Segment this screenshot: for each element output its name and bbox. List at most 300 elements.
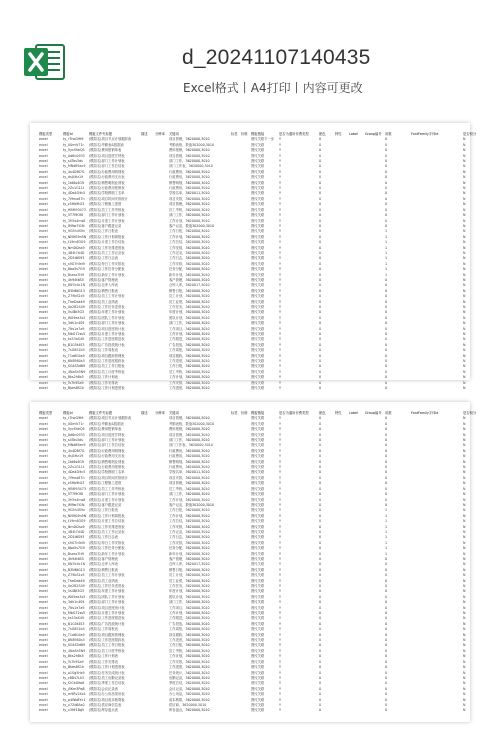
table-cell: ty_SG4S5d89: [63, 643, 86, 648]
table-cell: (模拟名)项目时间安排统计: [89, 196, 128, 201]
table-cell: N: [463, 421, 466, 426]
table-cell: Y: [279, 421, 282, 426]
table-cell: (模拟名)行政费用支出表: [89, 454, 125, 459]
table-cell: 0: [385, 191, 388, 196]
table-cell: ty_T1a8G4s9: [63, 353, 85, 358]
table-cell: ty_2Zs1G11t: [63, 465, 85, 470]
table-cell: N: [463, 627, 466, 632]
table-cell: 0: [319, 364, 322, 369]
table-cell: Y: [279, 665, 282, 670]
table-cell: excel: [39, 234, 48, 239]
table-cell: 0: [319, 283, 322, 288]
table-cell: N: [463, 546, 466, 551]
column-header: 用数: [385, 132, 392, 136]
table-cell: 供应商，3620000,3010: [169, 702, 207, 707]
table-cell: 项目管理，3620000,3010: [169, 137, 210, 142]
table-cell: (模拟名)工作安排进度表: [89, 524, 125, 529]
table-cell: Y: [279, 299, 282, 304]
table-cell: 图纹关联: [251, 169, 265, 174]
table-cell: N: [463, 513, 466, 518]
table-cell: 0: [385, 654, 388, 659]
table-cell: [365, 386, 385, 391]
table-cell: excel: [39, 137, 48, 142]
table-cell: 员工计划，3620000,3010: [169, 294, 210, 299]
table-cell: 0: [385, 164, 388, 169]
table-cell: 图纹关联: [251, 448, 265, 453]
table-cell: 0: [385, 142, 388, 147]
table-cell: Y: [279, 348, 282, 353]
table-cell: 0: [319, 573, 322, 578]
table-cell: N: [463, 310, 466, 315]
table-cell: 仓库入库，3620017,3010: [169, 283, 210, 288]
table-cell: 图纹关联: [251, 337, 265, 342]
table-cell: 1: [385, 524, 388, 529]
table-cell: excel: [39, 359, 48, 364]
table-cell: excel: [39, 191, 48, 196]
table-cell: 0: [385, 186, 388, 191]
table-cell: ty_B3N6tG13: [63, 567, 85, 572]
table-cell: excel: [39, 513, 48, 518]
table-cell: (模拟名)工作计划周报表: [89, 513, 125, 518]
table-cell: 0: [385, 159, 388, 164]
table-cell: (模拟名)费用报销单表: [89, 148, 122, 153]
table-cell: 团队计划，3620000,3010: [169, 315, 210, 320]
table-cell: 0: [385, 584, 388, 588]
table-cell: excel: [39, 326, 48, 331]
table-cell: (模拟名)工作计划进度表: [89, 386, 125, 391]
table-cell: ty_1td6s4G9: [63, 180, 84, 185]
table-cell: excel: [39, 432, 48, 437]
table-cell: Y: [279, 621, 282, 626]
table-cell: ty_8N7e4c1N: [63, 283, 86, 288]
table-cell: [241, 386, 251, 391]
table-cell: 0: [319, 348, 322, 353]
column-header: FontFamily字体id: [411, 132, 439, 136]
table-cell: excel: [39, 643, 48, 648]
table-cell: excel: [39, 670, 48, 675]
table-cell: N: [463, 675, 466, 680]
table-cell: N: [463, 213, 466, 218]
table-cell: N: [463, 589, 466, 594]
table-cell: 项目管理，3620000,3010: [169, 481, 210, 486]
table-cell: ty_x3Hf1Bg5: [63, 708, 85, 713]
table-cell: 0: [385, 567, 388, 572]
table-cell: N: [463, 605, 466, 610]
table-cell: ty_8ba5s7G9: [63, 267, 85, 272]
table-cell: excel: [39, 148, 48, 153]
table-cell: 图纹关联: [251, 692, 265, 697]
table-cell: 行政费用，3620000,3010: [169, 448, 210, 453]
table-cell: 图纹关联: [251, 299, 265, 304]
table-cell: 图纹关联: [251, 196, 265, 201]
table-cell: N: [463, 611, 466, 616]
table-cell: Y: [279, 218, 282, 223]
table-cell: excel: [39, 164, 48, 169]
table-cell: 0: [319, 692, 322, 697]
table-cell: 1: [385, 529, 388, 534]
table-cell: N: [463, 486, 466, 491]
table-cell: excel: [39, 380, 48, 385]
table-cell: 0: [385, 621, 388, 626]
table-cell: 0: [319, 600, 322, 605]
table-cell: excel: [39, 159, 48, 164]
table-cell: ty_8ks2h8s5: [63, 654, 84, 659]
table-cell: Y: [279, 369, 282, 374]
table-cell: (模拟名)工作任务进度表: [89, 305, 125, 309]
table-cell: excel: [39, 648, 48, 653]
table-cell: Y: [279, 137, 282, 142]
table-cell: ty_z5Hb9tG3: [63, 202, 85, 207]
table-cell: 0: [319, 584, 322, 588]
table-cell: Y: [279, 589, 282, 594]
table-cell: 0: [319, 427, 322, 432]
table-cell: 图纹关联: [251, 342, 265, 347]
table-cell: N: [463, 454, 466, 459]
table-cell: ty_5s4Bt3G3: [63, 310, 85, 315]
table-cell: 0: [319, 326, 322, 331]
table-cell: 0: [385, 659, 388, 664]
table-cell: 工作进度，3620000,3010: [169, 386, 210, 391]
table-cell: 0: [385, 589, 388, 594]
table-cell: excel: [39, 675, 48, 680]
table-cell: 1: [385, 267, 388, 272]
table-cell: 0: [385, 573, 388, 578]
table-cell: excel: [39, 245, 48, 250]
table-cell: 员工业绩，3620000,3010: [169, 578, 210, 583]
table-cell: (模拟名)行政费用明细表: [89, 169, 125, 174]
table-cell: N: [463, 443, 466, 448]
table-cell: 0: [319, 611, 322, 616]
table-cell: (模拟名)客户管理表: [89, 277, 118, 282]
table-cell: 图纹关联: [251, 540, 265, 545]
table-cell: excel: [39, 611, 48, 616]
table-cell: 工作进度，3620000,3010: [169, 359, 210, 364]
table-cell: 0: [385, 213, 388, 218]
table-cell: Y: [279, 364, 282, 369]
table-cell: 0: [385, 310, 388, 315]
table-cell: 0: [319, 294, 322, 299]
table-cell: Y: [279, 502, 282, 507]
table-cell: 1: [385, 551, 388, 556]
table-cell: 0: [385, 670, 388, 675]
table-cell: (模拟名)仓库入库表: [89, 283, 118, 288]
table-cell: ty_Bkes8S1h: [63, 386, 85, 391]
table-cell: Y: [279, 659, 282, 664]
table-cell: 客户记录，数值302000,3010: [169, 223, 215, 228]
table-cell: Y: [279, 272, 282, 277]
table-cell: (模拟名)年度工作计划表: [89, 589, 125, 594]
column-header: 关键词: [169, 132, 179, 136]
table-cell: 工作计划，3620000,3010: [169, 497, 210, 502]
table-cell: Y: [279, 213, 282, 218]
table-cell: ty_7sG8S1b5: [63, 348, 85, 353]
table-cell: N: [463, 364, 466, 369]
table-cell: (模拟名)员工工作考核表: [89, 486, 125, 491]
table-cell: 图纹关联: [251, 267, 265, 272]
table-cell: 客户管理，3620000,3010: [169, 556, 210, 561]
table-cell: 图纹关联: [251, 492, 265, 497]
table-cell: 销售日报，3620000,3010: [169, 288, 210, 293]
table-cell: ty_t19m83G9: [63, 240, 86, 245]
table-cell: 图纹关联: [251, 627, 265, 632]
table-cell: 会议记录，3620000,3010: [169, 686, 210, 691]
table-cell: Y: [279, 261, 282, 266]
table-cell: N: [463, 448, 466, 453]
table-cell: excel: [39, 196, 48, 201]
table-cell: excel: [39, 375, 48, 380]
table-cell: Y: [279, 315, 282, 320]
table-cell: excel: [39, 207, 48, 212]
table-cell: N: [463, 438, 466, 443]
table-cell: 0: [319, 250, 322, 255]
table-cell: N: [463, 137, 466, 142]
table-cell: 成本核算，3620000,3010: [169, 697, 210, 702]
table-cell: 年度计划，3620000,3010: [169, 310, 210, 315]
table-cell: 图纹关联: [251, 708, 265, 713]
table-cell: Y: [279, 180, 282, 185]
table-cell: 0: [319, 681, 322, 686]
table-cell: excel: [39, 529, 48, 534]
table-cell: 0: [385, 702, 388, 707]
column-header: 描述: [141, 132, 148, 136]
table-cell: 0: [319, 164, 322, 169]
table-cell: N: [463, 207, 466, 212]
table-cell: 图纹关联: [251, 519, 265, 524]
table-cell: Y: [279, 584, 282, 588]
table-cell: 0: [385, 321, 388, 326]
table-cell: excel: [39, 681, 48, 686]
table-cell: N: [463, 465, 466, 470]
table-cell: 0: [319, 310, 322, 315]
table-cell: excel: [39, 416, 48, 421]
table-cell: 0: [319, 438, 322, 443]
table-cell: 1: [385, 546, 388, 551]
table-cell: 图纹关联: [251, 465, 265, 470]
table-cell: 0: [385, 486, 388, 491]
table-cell: ty_5s4Bt3G3: [63, 589, 85, 594]
table-cell: 项目管理，3620000,3010: [169, 153, 210, 158]
table-cell: 工作项目，3620000,3010: [169, 326, 210, 331]
table-cell: 0: [319, 697, 322, 702]
table-cell: 0: [319, 556, 322, 561]
table-cell: Y: [279, 277, 282, 282]
table-cell: 图纹关联: [251, 416, 265, 421]
table-cell: 0: [385, 465, 388, 470]
table-cell: 0: [385, 288, 388, 293]
table-cell: N: [463, 283, 466, 288]
table-cell: 0: [319, 621, 322, 626]
table-cell: 0: [319, 594, 322, 599]
table-cell: 图纹关联: [251, 277, 265, 282]
table-cell: N: [463, 535, 466, 540]
table-cell: 图纹关联: [251, 616, 265, 621]
table-cell: (模拟名)费用报销单表: [89, 427, 122, 432]
table-cell: (模拟名)项目跟踪管理表: [89, 353, 125, 358]
table-cell: 图纹关联: [251, 245, 265, 250]
table-cell: N: [463, 229, 466, 234]
table-cell: 1: [385, 508, 388, 513]
table-cell: ty_TheDak49: [63, 299, 85, 304]
table-cell: 0: [319, 305, 322, 309]
table-cell: 工作日报，3620000,3010: [169, 643, 210, 648]
table-cell: 图纹关联: [251, 584, 265, 588]
table-cell: (模拟名)仓库入库表: [89, 562, 118, 567]
table-cell: N: [463, 359, 466, 364]
table-cell: excel: [39, 562, 48, 567]
table-cell: (模拟名)团队工作计划表: [89, 315, 125, 320]
table-cell: ty_ks53aS49: [63, 337, 85, 342]
table-cell: N: [463, 632, 466, 637]
table-cell: 图纹关联: [251, 600, 265, 605]
table-cell: [241, 708, 251, 713]
table-cell: 图纹关联: [251, 369, 265, 374]
table-cell: 图纹关联: [251, 611, 265, 616]
table-cell: 图纹关联: [251, 164, 265, 169]
table-cell: 0: [319, 299, 322, 304]
table-cell: N: [463, 380, 466, 385]
table-cell: Y: [279, 438, 282, 443]
table-cell: 图纹关联: [251, 459, 265, 464]
table-cell: ty_f2Gt4Nw6: [63, 681, 85, 686]
table-cell: ty_4v4D8f7G: [63, 448, 85, 453]
table-cell: ty_IM9w7t1N: [63, 502, 85, 507]
table-cell: 工作计划，3620000,3010: [169, 611, 210, 616]
table-cell: 0: [385, 443, 388, 448]
table-cell: 图纹关联: [251, 670, 265, 675]
table-cell: (模拟名)月度工作计划表: [89, 332, 125, 337]
table-cell: 图纹关联: [251, 486, 265, 491]
table-cell: 0: [319, 256, 322, 261]
table-cell: 出勤记录，3620000,3010: [169, 675, 210, 680]
table-cell: (模拟名)员工工作日报表: [89, 364, 125, 369]
table-cell: 0: [319, 708, 322, 713]
table-cell: Y: [279, 353, 282, 358]
table-cell: 1: [385, 245, 388, 250]
table-cell: N: [463, 256, 466, 261]
table-cell: (模拟名)学校教职工名单: [89, 191, 125, 196]
table-cell: ty_dsJ4Hz19: [63, 454, 84, 459]
table-cell: 0: [385, 315, 388, 320]
table-cell: excel: [39, 175, 48, 180]
table-cell: excel: [39, 337, 48, 342]
table-cell: (模拟名)考勤表&数据表: [89, 421, 124, 426]
table-cell: ty_Xe2B2S49: [63, 584, 85, 588]
table-cell: (模拟名)月度工作计划表: [89, 611, 125, 616]
table-cell: 员工考核，3620000,3010: [169, 369, 210, 374]
table-cell: Y: [279, 342, 282, 347]
table-cell: (模拟名)供应商信息表: [89, 702, 122, 707]
table-cell: Y: [279, 475, 282, 480]
table-cell: N: [463, 578, 466, 583]
table-cell: 图纹关联: [251, 142, 265, 147]
table-cell: N: [463, 643, 466, 648]
column-header: 特性: [335, 132, 342, 136]
table-cell: excel: [39, 502, 48, 507]
table-cell: (模拟名)行政费用明细表: [89, 448, 125, 453]
table-cell: 部门工作，3620000,3010: [169, 213, 210, 218]
table-cell: 工作任务，3620000,3010: [169, 305, 210, 309]
table-cell: Y: [279, 524, 282, 529]
column-header: 价格: [241, 132, 248, 136]
table-cell: 0: [319, 380, 322, 385]
table-cell: ty_5ycSheQ5: [63, 427, 85, 432]
table-cell: (模拟名)部门工作总结表: [89, 164, 125, 169]
table-cell: 0: [385, 611, 388, 616]
table-cell: 0: [319, 448, 322, 453]
table-cell: excel: [39, 299, 48, 304]
table-cell: 图纹关联: [251, 256, 265, 261]
table-cell: N: [463, 169, 466, 174]
table-cell: ty_Ad6n0933: [63, 432, 85, 437]
table-cell: excel: [39, 497, 48, 502]
table-cell: 工作计划，3620000,3010: [169, 513, 210, 518]
table-cell: 0: [319, 202, 322, 207]
table-cell: (模拟名)项目进度甘特表: [89, 153, 125, 158]
table-cell: ty_IM9w7t1N: [63, 223, 85, 228]
table-cell: N: [463, 294, 466, 299]
table-cell: 图纹关联: [251, 556, 265, 561]
column-header: 配色: [319, 132, 326, 136]
table-cell: 工作任务，3620000,3010: [169, 584, 210, 588]
table-cell: N: [463, 432, 466, 437]
table-cell: ty_MNd89ac9: [63, 443, 86, 448]
table-cell: 工作安排，3620000,3010: [169, 261, 210, 266]
table-cell: N: [463, 524, 466, 529]
column-header: 模板链接: [251, 411, 265, 415]
table-cell: (模拟名)工作进度跟进表: [89, 337, 125, 342]
table-cell: Y: [279, 508, 282, 513]
table-cell: (模拟名)部门工作计划表: [89, 213, 125, 218]
table-cell: 图纹关联: [251, 234, 265, 239]
table-cell: 工作安排，3620000,3010: [169, 245, 210, 250]
table-cell: 项目跟踪，3620000,3010: [169, 353, 210, 358]
table-cell: 工作总结，3620000,3010: [169, 240, 210, 245]
table-cell: 工作总结，3620000,3010: [169, 519, 210, 524]
table-cell: N: [463, 180, 466, 185]
table-cell: 图纹关联: [251, 567, 265, 572]
table-cell: excel: [39, 202, 48, 207]
table-cell: N: [463, 481, 466, 486]
table-cell: ty_r7hoG9t9: [63, 416, 84, 421]
table-cell: N: [463, 638, 466, 643]
table-cell: ty_s4Tas3ds: [63, 438, 83, 443]
table-cell: excel: [39, 283, 48, 288]
table-cell: 0: [319, 432, 322, 437]
table-cell: excel: [39, 584, 48, 588]
table-cell: 0: [319, 459, 322, 464]
table-cell: 费用报销，3620000,3010: [169, 148, 210, 153]
table-cell: 0: [385, 375, 388, 380]
table-cell: 行政费用，3620000,3010: [169, 186, 210, 191]
table-cell: (模拟名)月度工作总结表: [89, 519, 125, 524]
column-header: 标签: [231, 132, 238, 136]
column-header: 模板文件夹标题: [89, 411, 113, 415]
table-cell: N: [463, 556, 466, 561]
table-cell: 学校名单，3620011,3010: [169, 470, 210, 475]
column-header: 是否为通用付费类型: [279, 411, 309, 415]
table-cell: excel: [39, 427, 48, 432]
table-cell: 图纹关联: [251, 438, 265, 443]
table-cell: (模拟名)新年工作计划表: [89, 551, 125, 556]
table-cell: 0: [319, 191, 322, 196]
table-cell: ty_Ts7h9Sa9: [63, 659, 84, 664]
table-cell: 0: [319, 497, 322, 502]
table-cell: 1: [385, 272, 388, 277]
table-cell: 图纹关联: [251, 148, 265, 153]
table-cell: Y: [279, 283, 282, 288]
table-cell: 图纹关联: [251, 421, 265, 426]
table-cell: (模拟名)月度工作计划表: [89, 497, 125, 502]
